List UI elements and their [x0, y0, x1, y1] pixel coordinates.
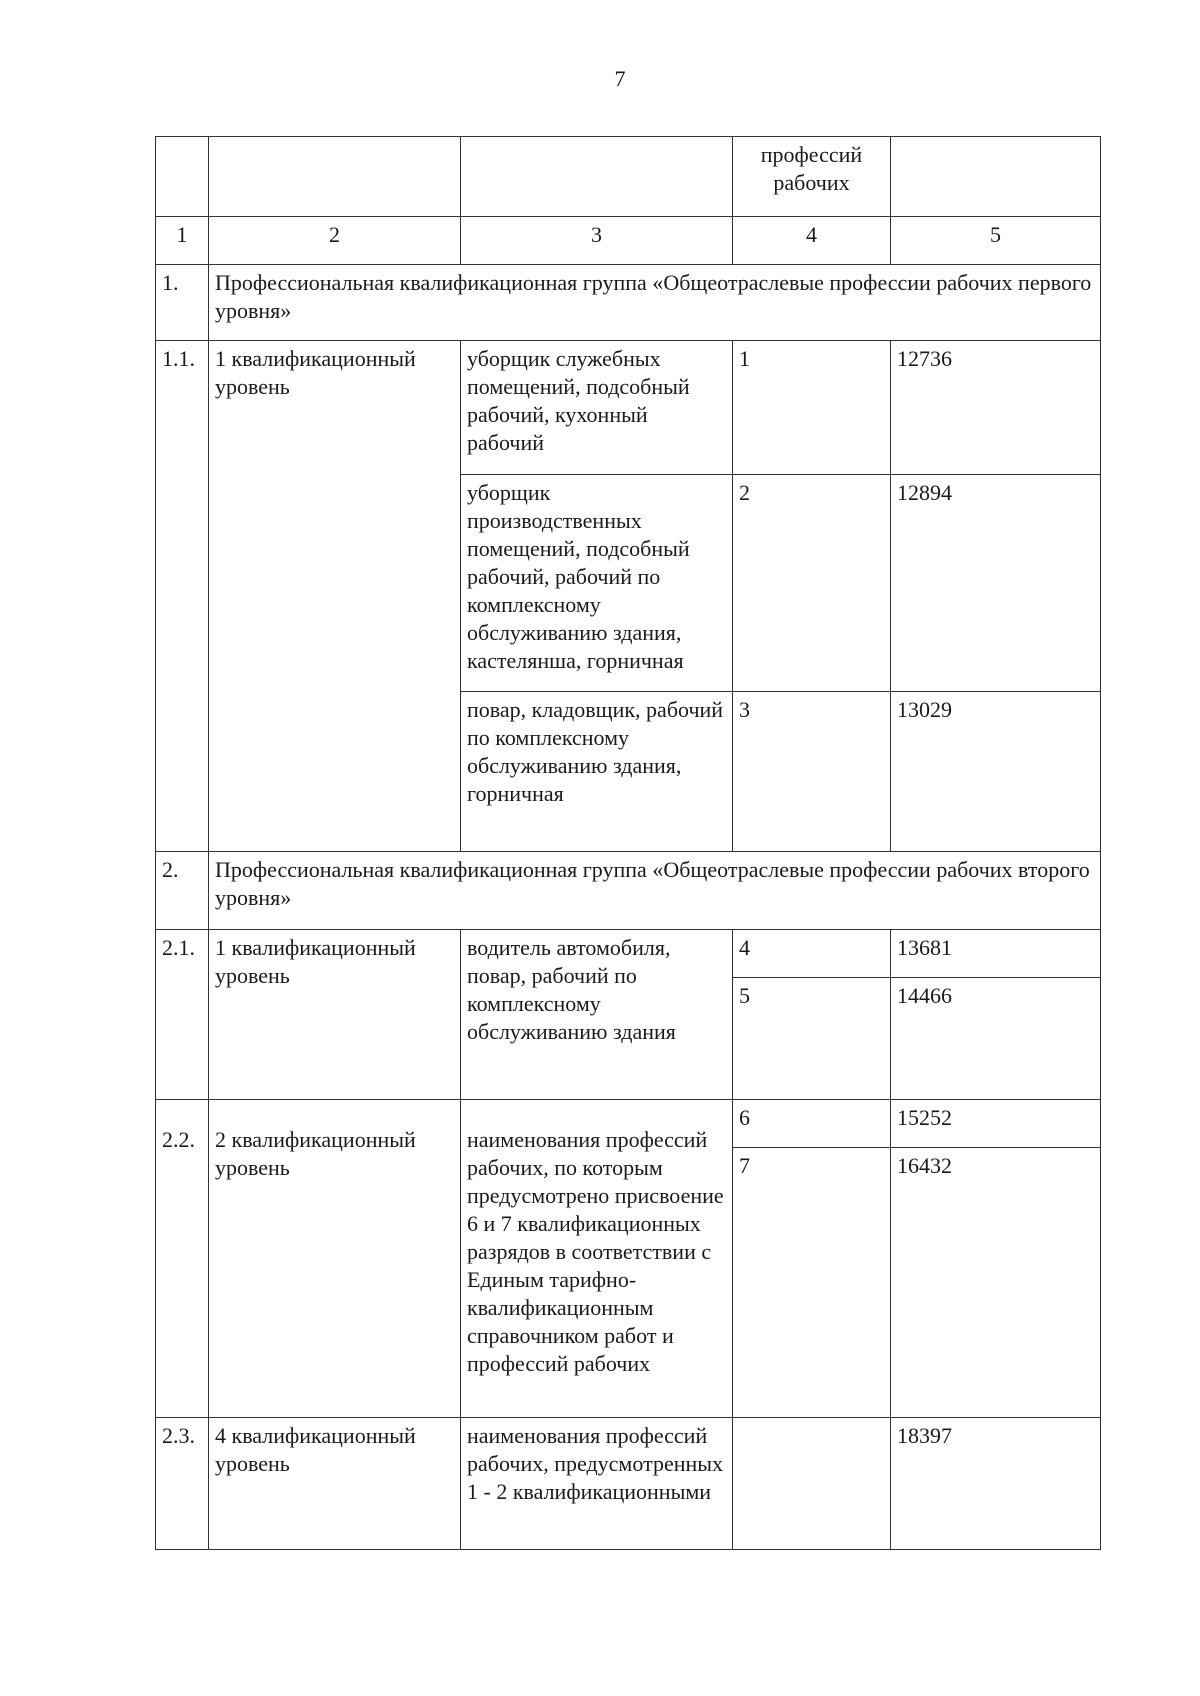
group-number: 2.: [156, 852, 209, 930]
level-name: 1 квалификационный уровень: [209, 930, 461, 1100]
professions-cell: наименования профессий рабочих, предусмотренных 1 - 2 квалификационными: [461, 1418, 733, 1550]
salary-cell: 16432: [891, 1148, 1101, 1418]
professions-cell: водитель автомобиля, повар, рабочий по комплексному обслуживанию здания: [461, 930, 733, 1100]
table-header-continued: [156, 137, 1101, 217]
grade-cell: 5: [733, 978, 891, 1100]
table-row: [156, 1418, 1101, 1550]
level-name: 4 квалификационный уровень: [209, 1418, 461, 1550]
column-number: 4: [733, 217, 891, 265]
professions-cell: уборщик производственных помещений, подсобный рабочий, рабочий по комплексному обслуживанию здания, кастелянша, горничная: [461, 475, 733, 692]
salary-cell: 13681: [891, 930, 1101, 978]
level-name: 1 квалификационный уровень: [209, 341, 461, 852]
header-cell-grade: профессий рабочих: [733, 137, 891, 217]
salary-cell: 12736: [891, 341, 1101, 475]
page-number: 7: [614, 66, 626, 91]
table-row: [156, 341, 1101, 475]
table-row: [156, 930, 1101, 978]
level-number: 2.1.: [156, 930, 209, 1100]
grade-cell: 6: [733, 1100, 891, 1148]
level-number: 2.3.: [156, 1418, 209, 1550]
grade-cell: 3: [733, 692, 891, 852]
column-number-row: [156, 217, 1101, 265]
professions-cell: наименования профессий рабочих, по которым предусмотрено присвоение 6 и 7 квалификационных разрядов в соответствии с Единым тарифно-квалификационным справочником работ и профессий рабочих: [461, 1100, 733, 1418]
grade-cell: 1: [733, 341, 891, 475]
group-row: [156, 852, 1101, 930]
header-cell: [461, 137, 733, 217]
column-number: 3: [461, 217, 733, 265]
group-title: Профессиональная квалификационная группа «Общеотраслевые профессии рабочих второго уровня»: [209, 852, 1101, 930]
level-name: 2 квалификационный уровень: [209, 1100, 461, 1418]
header-cell: [209, 137, 461, 217]
grade-cell: 4: [733, 930, 891, 978]
grade-cell: [733, 1418, 891, 1550]
header-cell: [156, 137, 209, 217]
column-number: 1: [156, 217, 209, 265]
salary-cell: 14466: [891, 978, 1101, 1100]
header-cell: [891, 137, 1101, 217]
group-row: [156, 265, 1101, 341]
group-title: Профессиональная квалификационная группа «Общеотраслевые профессии рабочих первого уровня»: [209, 265, 1101, 341]
professions-cell: уборщик служебных помещений, подсобный рабочий, кухонный рабочий: [461, 341, 733, 475]
salary-cell: 15252: [891, 1100, 1101, 1148]
salary-table: [155, 136, 1101, 1550]
column-number: 5: [891, 217, 1101, 265]
group-number: 1.: [156, 265, 209, 341]
grade-cell: 2: [733, 475, 891, 692]
salary-cell: 12894: [891, 475, 1101, 692]
level-number: 2.2.: [156, 1100, 209, 1418]
professions-cell: повар, кладовщик, рабочий по комплексному обслуживанию здания, горничная: [461, 692, 733, 852]
salary-cell: 18397: [891, 1418, 1101, 1550]
salary-cell: 13029: [891, 692, 1101, 852]
table-row: [156, 1100, 1101, 1148]
level-number: 1.1.: [156, 341, 209, 852]
grade-cell: 7: [733, 1148, 891, 1418]
column-number: 2: [209, 217, 461, 265]
